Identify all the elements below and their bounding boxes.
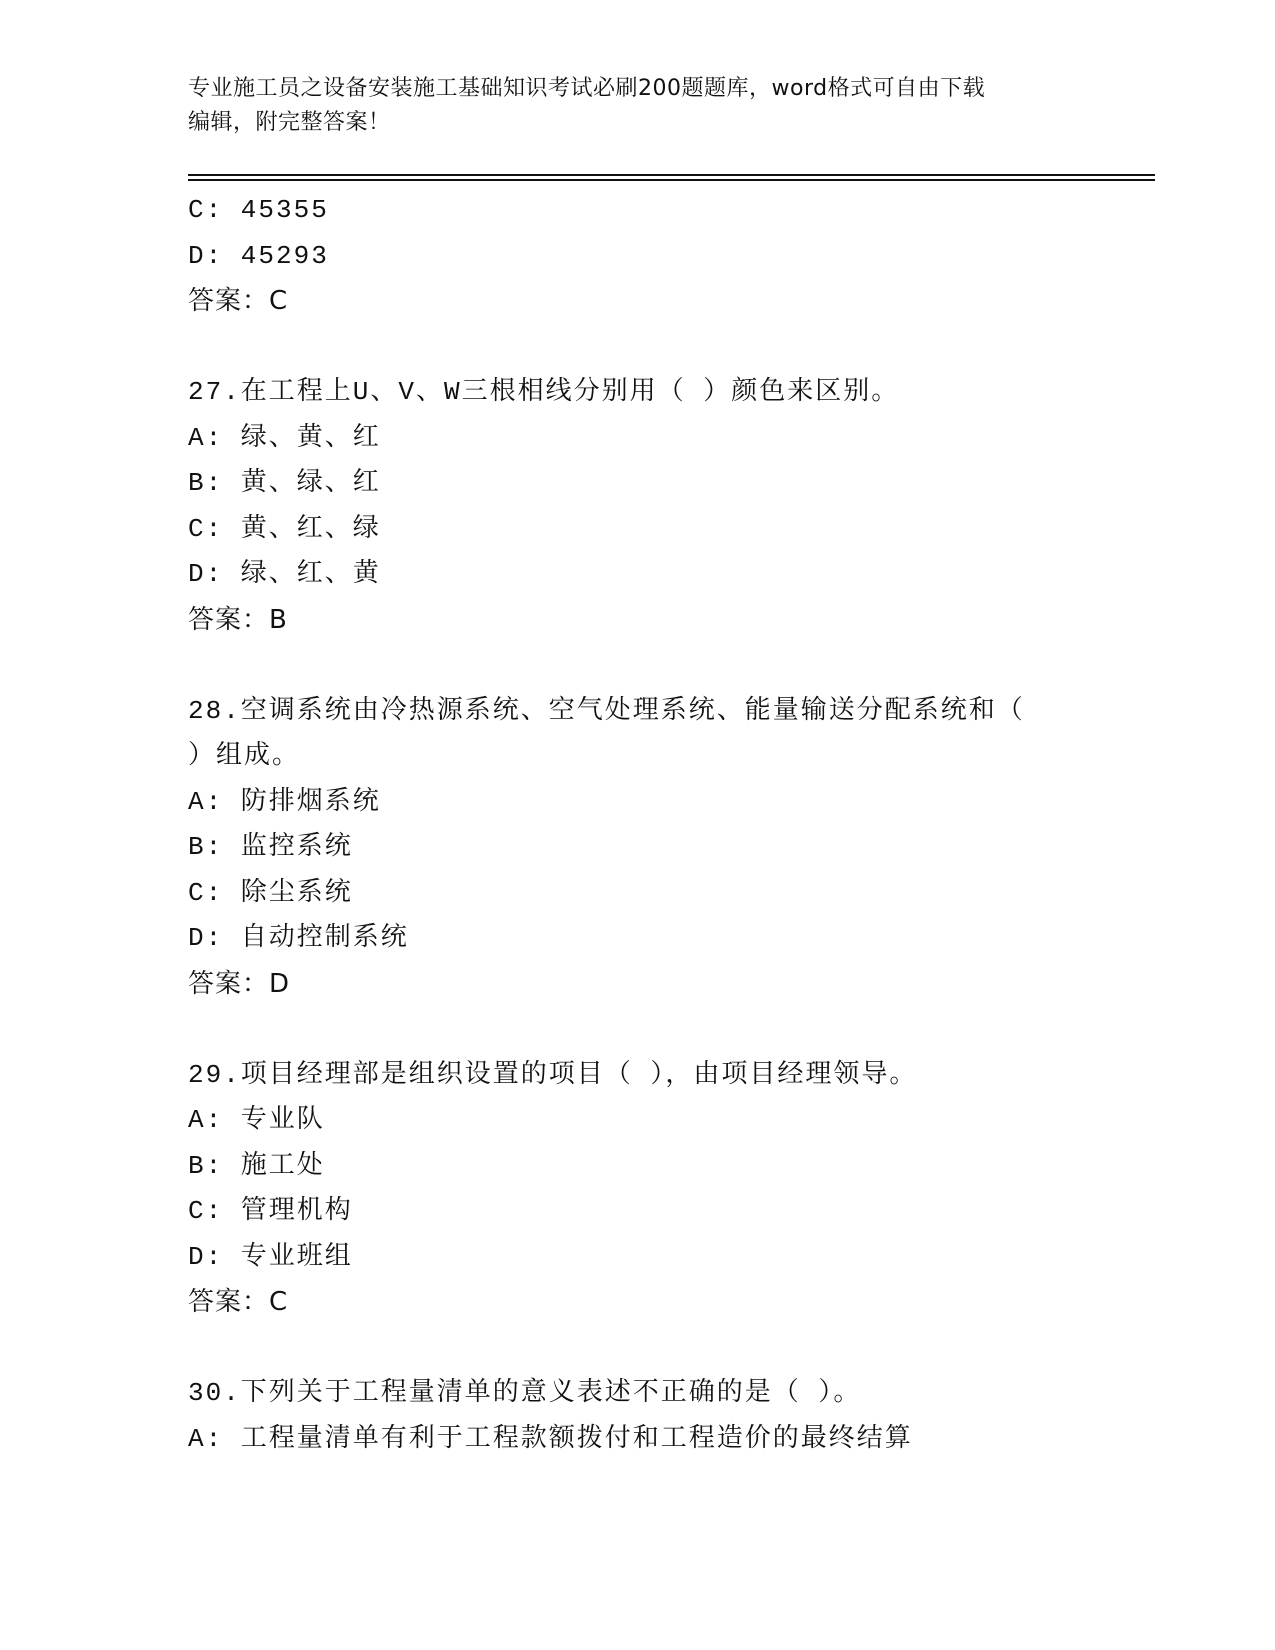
option-d: D: 45293 xyxy=(188,240,329,271)
spacer xyxy=(188,325,1088,371)
answer-line: 答案：B xyxy=(188,604,288,635)
option-c: C: 除尘系统 xyxy=(188,877,353,908)
document-header xyxy=(188,72,1088,140)
question-block-29 xyxy=(188,1053,1088,1326)
question-block-30 xyxy=(188,1371,1088,1462)
option-d: D: 专业班组 xyxy=(188,1241,353,1272)
question-stem-line-1: 28.空调系统由冷热源系统、空气处理系统、能量输送分配系统和（ xyxy=(188,695,1025,726)
option-a: A: 工程量清单有利于工程款额拨付和工程造价的最终结算 xyxy=(188,1423,913,1454)
header-rule-bottom xyxy=(188,179,1155,181)
option-c: C: 45355 xyxy=(188,195,329,225)
option-a: A: 绿、黄、红 xyxy=(188,422,381,453)
option-c: C: 黄、红、绿 xyxy=(188,513,381,544)
question-stem-line-2: ）组成。 xyxy=(188,741,301,771)
question-block-26-tail xyxy=(188,188,1088,325)
spacer xyxy=(188,643,1088,689)
option-b: B: 黄、绿、红 xyxy=(188,468,381,498)
question-block-28 xyxy=(188,689,1088,1008)
option-b: B: 监控系统 xyxy=(188,832,353,862)
option-b: B: 施工处 xyxy=(188,1150,325,1181)
spacer xyxy=(188,1007,1088,1053)
header-rule-top xyxy=(188,174,1155,176)
answer-line: 答案：C xyxy=(188,286,289,316)
header-title-line-1: 专业施工员之设备安装施工基础知识考试必刷200题题库，word格式可自由下载 xyxy=(188,76,986,101)
option-c: C: 管理机构 xyxy=(188,1196,353,1226)
question-stem: 27.在工程上U、V、W三根相线分别用（ ）颜色来区别。 xyxy=(188,377,900,407)
question-block-27 xyxy=(188,370,1088,643)
option-d: D: 绿、红、黄 xyxy=(188,559,381,589)
question-stem: 29.项目经理部是组织设置的项目（ ），由项目经理领导。 xyxy=(188,1059,918,1090)
answer-line: 答案：C xyxy=(188,1287,289,1317)
header-title-line-2: 编辑，附完整答案！ xyxy=(188,110,391,135)
option-d: D: 自动控制系统 xyxy=(188,923,409,953)
spacer xyxy=(188,1326,1088,1372)
option-a: A: 专业队 xyxy=(188,1105,325,1135)
answer-line: 答案：D xyxy=(188,968,291,999)
option-a: A: 防排烟系统 xyxy=(188,786,381,817)
question-stem: 30.下列关于工程量清单的意义表述不正确的是（ ）。 xyxy=(188,1378,862,1408)
question-list xyxy=(188,188,1088,1462)
